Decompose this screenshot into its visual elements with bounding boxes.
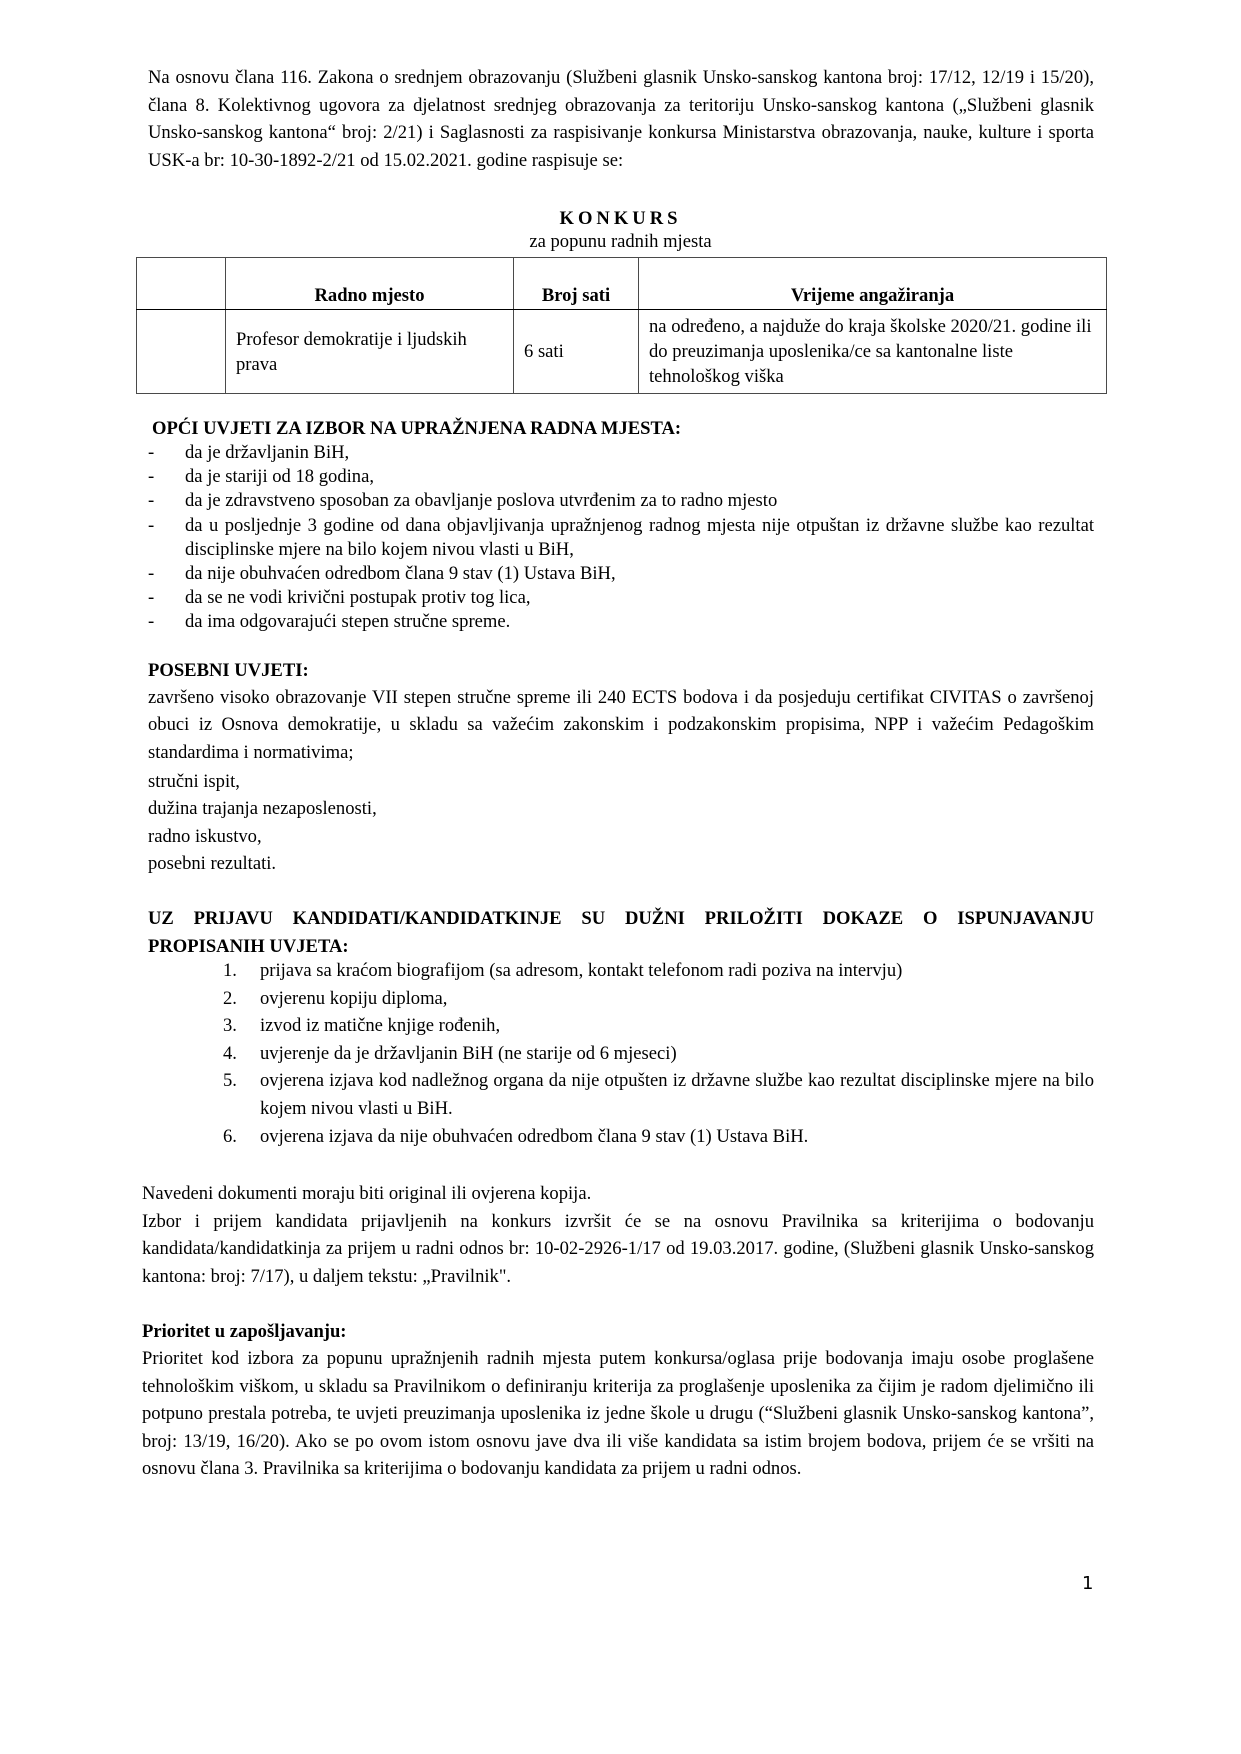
list-number: 2. bbox=[223, 987, 237, 1009]
list-item-text: ovjerenu kopiju diploma, bbox=[260, 987, 448, 1009]
list-item-text: da je državljanin BiH, bbox=[185, 442, 350, 463]
list-number: 4. bbox=[223, 1042, 237, 1064]
table-header-row bbox=[137, 258, 1107, 310]
table-cell-hours: 6 sati bbox=[514, 310, 639, 394]
documents-note bbox=[142, 1180, 1094, 1290]
list-item-text: uvjerenje da je državljanin BiH (ne starije od 6 mjeseci) bbox=[260, 1042, 677, 1064]
list-number: 3. bbox=[223, 1015, 237, 1037]
list-item-text: da je zdravstveno sposoban za obavljanje poslova utvrđenim za to radno mjesto bbox=[185, 490, 778, 512]
dash-bullet: - bbox=[148, 466, 155, 488]
list-item bbox=[223, 1123, 1094, 1151]
dash-bullet: - bbox=[148, 587, 155, 609]
list-item-text: da je stariji od 18 godina, bbox=[185, 466, 374, 488]
table-header-empty bbox=[137, 258, 226, 310]
list-item-text: da nije obuhvaćen odredbom člana 9 stav (1) Ustava BiH, bbox=[185, 563, 616, 585]
list-item bbox=[148, 562, 1094, 586]
table-row bbox=[137, 310, 1107, 394]
list-item: stručni ispit, bbox=[148, 771, 240, 792]
special-conditions-text: završeno visoko obrazovanje VII stepen stručne spreme ili 240 ECTS bodova i da posjeduju certifikat CIVITAS o završenoj obuci iz Osnova demokratije, u skladu sa važećim zakonskim i podzakonskim propisima, NPP i važećim Pedagoškim standardima i normativima; bbox=[148, 687, 1094, 763]
list-item: dužina trajanja nezaposlenosti, bbox=[148, 798, 377, 820]
intro-paragraph: Na osnovu člana 116. Zakona o srednjem obrazovanju (Službeni glasnik Unsko-sanskog kantona broj: 17/12, 12/19 i 15/20), člana 8. Kolektivnog ugovora za djelatnost srednjeg obrazovanja za teritoriju Unsko-sanskog kantona („Službeni glasnik Unsko-sanskog kantona“ broj: 2/21) i Saglasnosti za raspisivanje konkursa Ministarstva obrazovanja, nauke, kulture i sporta USK-a br: 10-30-1892-2/21 od 15.02.2021. godine raspisuje se: bbox=[148, 67, 1094, 171]
list-item bbox=[148, 514, 1094, 562]
list-item bbox=[148, 465, 1094, 489]
special-conditions-list bbox=[148, 768, 377, 878]
document-title: KONKURS bbox=[559, 208, 682, 229]
list-item-text: da ima odgovarajući stepen stručne spreme. bbox=[185, 611, 511, 633]
list-number: 1. bbox=[223, 960, 237, 981]
list-item: radno iskustvo, bbox=[148, 825, 262, 847]
dash-bullet: - bbox=[148, 490, 155, 512]
dash-bullet: - bbox=[148, 442, 155, 463]
list-item bbox=[223, 985, 1094, 1013]
required-documents-heading: UZ PRIJAVU KANDIDATI/KANDIDATKINJE SU DUŽNI PRILOŽITI DOKAZE O ISPUNJAVANJU PROPISANIH UVJETA: bbox=[148, 908, 1094, 957]
general-conditions-heading: OPĆI UVJETI ZA IZBOR NA UPRAŽNJENA RADNA MJESTA: bbox=[152, 418, 682, 439]
list-item-text: ovjerena izjava kod nadležnog organa da nije otpušten iz državne službe kao rezultat disciplinske mjere na bilo kojem nivou vlasti u BiH. bbox=[260, 1070, 1094, 1119]
table-cell-empty bbox=[137, 310, 226, 394]
list-item-text: prijava sa kraćom biografijom (sa adresom, kontakt telefonom radi poziva na intervju) bbox=[260, 960, 903, 981]
list-item bbox=[148, 489, 1094, 513]
list-item-text: izvod iz matične knjige rođenih, bbox=[260, 1015, 501, 1037]
list-item-text: ovjerena izjava da nije obuhvaćen odredbom člana 9 stav (1) Ustava BiH. bbox=[260, 1125, 809, 1147]
list-item bbox=[148, 610, 1094, 634]
list-item-text: da se ne vodi krivični postupak protiv tog lica, bbox=[185, 587, 531, 609]
list-item bbox=[223, 1012, 1094, 1040]
list-item bbox=[223, 1040, 1094, 1068]
special-conditions-heading: POSEBNI UVJETI: bbox=[148, 660, 309, 681]
list-item bbox=[148, 441, 1094, 465]
table-cell-engagement: na određeno, a najduže do kraja školske 2020/21. godine ili do preuzimanja uposlenika/ce sa kantonalne liste tehnološkog viška bbox=[639, 310, 1107, 394]
selection-rules-paragraph: Izbor i prijem kandidata prijavljenih na konkurs izvršit će se na osnovu Pravilnika sa kriterijima o bodovanju kandidata/kandidatkinja za prijem u radni odnos br: 10-02-2926-1/17 od 19.03.2017. godine, (Službeni glasnik Unsko-sanskog kantona: broj: 7/17), u daljem tekstu: „Pravilnik". bbox=[142, 1210, 1094, 1287]
list-item-text: da u posljednje 3 godine od dana objavljivanja upražnjenog radnog mjesta nije otpuštan iz državne službe kao rezultat disciplinske mjere na bilo kojem nivou vlasti u BiH, bbox=[185, 514, 1094, 560]
dash-bullet: - bbox=[148, 611, 155, 633]
required-documents-list bbox=[223, 957, 1094, 1150]
table-header-engagement: Vrijeme angažiranja bbox=[639, 258, 1107, 310]
list-number: 6. bbox=[223, 1125, 237, 1147]
document-subtitle: za popunu radnih mjesta bbox=[529, 231, 712, 252]
table-header-hours: Broj sati bbox=[514, 258, 639, 310]
list-item bbox=[223, 1067, 1094, 1122]
priority-heading: Prioritet u zapošljavanju: bbox=[142, 1321, 347, 1342]
original-copy-note: Navedeni dokumenti moraju biti original ili ovjerena kopija. bbox=[142, 1183, 592, 1204]
list-item bbox=[223, 957, 1094, 985]
priority-paragraph: Prioritet kod izbora za popunu upražnjenih radnih mjesta putem konkursa/oglasa prije bodovanja imaju osobe proglašene tehnološkim viškom, u skladu sa Pravilnikom o definiranju kriterija za proglašenje uposlenika za čijim je radom djelimično ili potpuno prestala potreba, te uvjeti preuzimanja uposlenika iz jedne škole u drugu (“Službeni glasnik Unsko-sanskog kantona”, broj: 13/19, 16/20). Ako se po ovom istom osnovu jave dva ili više kandidata sa istim brojem bodova, prijem će se vršiti na osnovu člana 3. Pravilnika sa kriterijima o bodovanju kandidata za prijem u radni odnos. bbox=[142, 1348, 1094, 1480]
dash-bullet: - bbox=[148, 563, 155, 585]
dash-bullet: - bbox=[148, 514, 155, 536]
positions-table bbox=[136, 257, 1107, 394]
table-cell-position: Profesor demokratije i ljudskih prava bbox=[226, 310, 514, 394]
list-item: posebni rezultati. bbox=[148, 853, 277, 875]
table-header-position: Radno mjesto bbox=[226, 258, 514, 310]
list-number: 5. bbox=[223, 1070, 237, 1092]
page-number: 1 bbox=[1082, 1573, 1094, 1594]
general-conditions-list bbox=[148, 441, 1094, 635]
list-item bbox=[148, 586, 1094, 610]
